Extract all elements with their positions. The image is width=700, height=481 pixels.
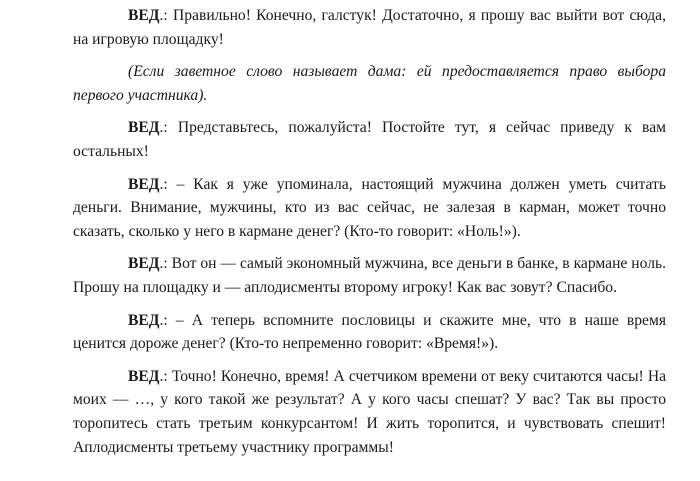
paragraph-text: (Если заветное слово называет дама: ей предоставляется право выбора первого участника).: [73, 63, 666, 104]
paragraph-5: [73, 252, 666, 299]
speaker-suffix: .:: [159, 7, 173, 24]
paragraph-text: Представьтесь, пожалуйста! Постойте тут, я сейчас приведу к вам остальных!: [73, 119, 666, 160]
paragraph-text: – А теперь вспомните пословицы и скажите мне, что в наше время ценится дороже денег? (Кто-то непременно говорит: «Время!»).: [73, 311, 666, 353]
paragraph-7: [73, 365, 666, 459]
stage-direction: [73, 60, 666, 107]
paragraph-text: Точно! Конечно, время! А счетчиком времени от веку считаются часы! На моих — …, у кого такой же результат? А у кого часы спешат? У вас? Так вы просто торопитесь стать третьим конкурсантом! И жить торопится, и чувствовать спешит! Аплодисменты третьему участнику программы!: [73, 367, 666, 456]
paragraph-text: Вот он — самый экономный мужчина, все деньги в банке, в кармане ноль. Прошу на площадку и — аплодисменты второму игроку! Как вас зовут? Спасибо.: [73, 255, 666, 296]
speaker-label: ВЕД: [128, 175, 160, 193]
speaker-suffix: .:: [159, 367, 172, 385]
paragraph-1: [73, 4, 666, 51]
paragraph-3: [73, 116, 666, 163]
paragraph-text: Правильно! Конечно, галстук! Достаточно, я прошу вас выйти вот сюда, на игровую площадку!: [73, 7, 666, 48]
paragraph-text: – Как я уже упоминала, настоящий мужчина должен уметь считать деньги. Внимание, мужчины, кто из вас сейчас, не залезая в карман, может точно сказать, сколько у него в кармане денег? (Кто-то говорит: «Ноль!»).: [73, 175, 666, 240]
speaker-label: ВЕД: [128, 311, 160, 329]
speaker-suffix: .:: [159, 311, 176, 329]
speaker-suffix: .:: [159, 175, 177, 193]
speaker-suffix: .:: [159, 255, 172, 273]
speaker-suffix: .:: [159, 119, 178, 137]
speaker-label: ВЕД: [128, 119, 160, 137]
speaker-label: ВЕД: [128, 255, 160, 273]
paragraph-4: [73, 173, 666, 244]
speaker-label: ВЕД: [128, 367, 160, 385]
speaker-label: ВЕД: [128, 7, 160, 24]
paragraph-6: [73, 309, 666, 356]
